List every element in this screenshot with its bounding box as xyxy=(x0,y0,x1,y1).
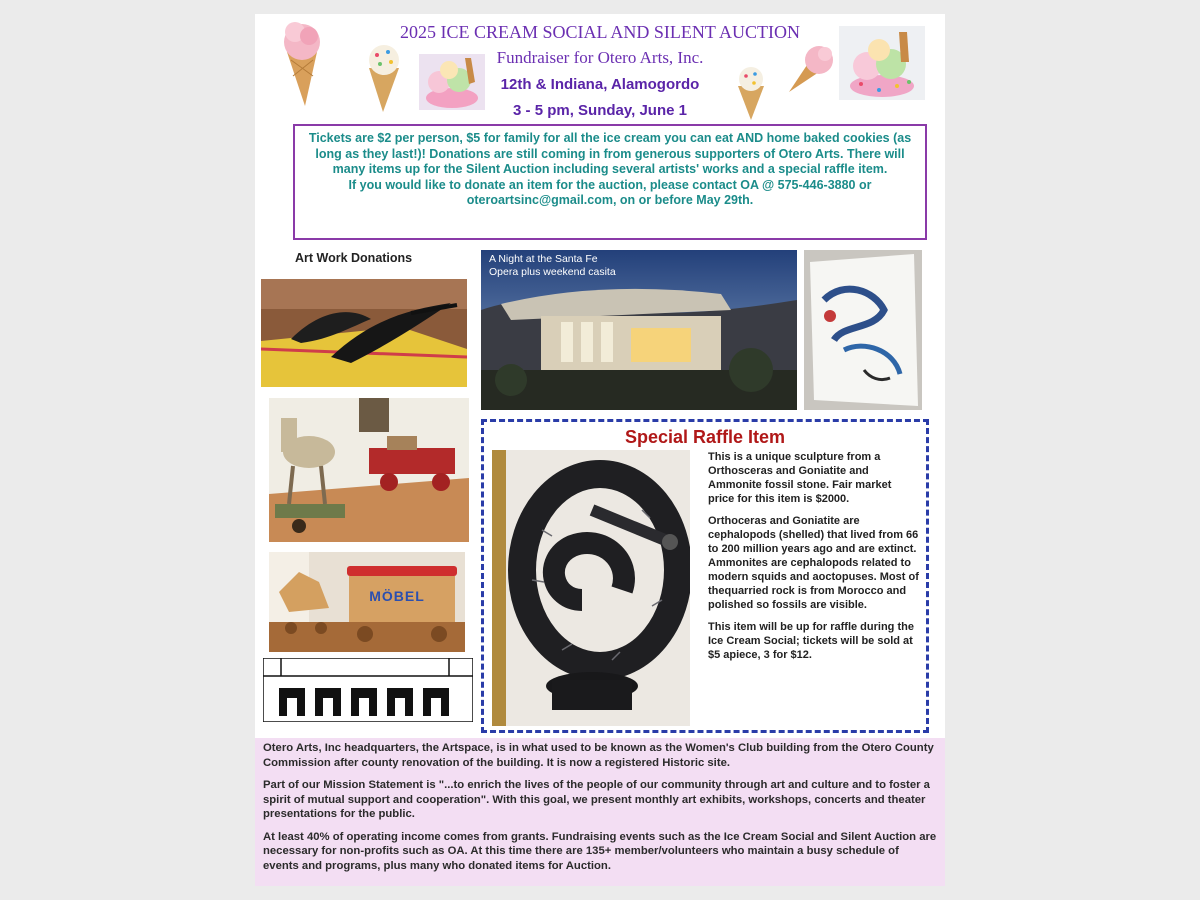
about-paragraph-1: Otero Arts, Inc headquarters, the Artspace, is in what used to be known as the Women's Club building from the Otero County Commission after county renovation of the building. It is now a registered Historic site. xyxy=(263,742,934,769)
about-paragraph-2: Part of our Mission Statement is "...to enrich the lives of the people of our community through art and culture and to foster a spirit of mutual support and cooperation". With this goal, we present monthly art exhibits, workshops, concerts and theater presentations for the public. xyxy=(263,779,930,820)
raffle-box xyxy=(481,419,929,733)
event-time: 3 - 5 pm, Sunday, June 1 xyxy=(513,102,687,119)
ticket-info-box xyxy=(293,124,927,240)
about-paragraph-3: At least 40% of operating income comes from grants. Fundraising events such as the Ice Cream Social and Silent Auction are necessary for non-profits such as OA. At this time there are 135+ member/volunteers who maintain a busy schedule of events and programs, plus many who donated items for Auction. xyxy=(263,830,937,872)
bird-sculpture-photo xyxy=(261,279,467,387)
artspace-building-drawing xyxy=(263,658,473,722)
flyer-page xyxy=(255,14,945,886)
donation-contact-text: If you would like to donate an item for the auction, please contact OA @ 575-446-3880 or oteroartsinc@gmail.com, on or before May 29th. xyxy=(348,177,872,208)
raffle-paragraph-2: Orthoceras and Goniatite are cephalopods (shelled) that lived from 66 to 200 million years ago and are extinct. Ammonites are cephalopods related to modern squids and aoctopuses. Most of thequarried rock is from Morocco and polished so fossils are visible. xyxy=(708,515,919,611)
event-subtitle: Fundraiser for Otero Arts, Inc. xyxy=(496,48,704,67)
art-donations-label: Art Work Donations xyxy=(295,251,413,265)
raffle-paragraph-3: This item will be up for raffle during the Ice Cream Social; tickets will be sold at $5 apiece, 3 for $12. xyxy=(708,621,914,661)
about-section xyxy=(255,738,945,886)
mobel-toy-lettering: MÖBEL xyxy=(369,588,425,604)
raffle-description xyxy=(708,450,920,670)
horse-wagon-toy-photo xyxy=(269,398,469,542)
event-title: 2025 ICE CREAM SOCIAL AND SILENT AUCTION xyxy=(399,22,800,42)
ticket-info-text: Tickets are $2 per person, $5 for family for all the ice cream you can eat AND home baked cookies (as long as they last!)! Donations are still coming in from generous supporters of Otero Arts. There will many items up for the Silent Auction including several artists' works and a special raffle item. xyxy=(308,131,912,177)
raffle-title: Special Raffle Item xyxy=(624,427,786,447)
raffle-paragraph-1: This is a unique sculpture from a Orthosceras and Goniatite and Ammonite fossil stone. Fair market price for this item is $2000. xyxy=(708,451,892,505)
fossil-sculpture-photo xyxy=(492,450,690,726)
opera-caption: A Night at the Santa Fe Opera plus weekend casita xyxy=(489,253,616,278)
abstract-painting-photo xyxy=(804,250,922,410)
event-location: 12th & Indiana, Alamogordo xyxy=(500,76,700,93)
